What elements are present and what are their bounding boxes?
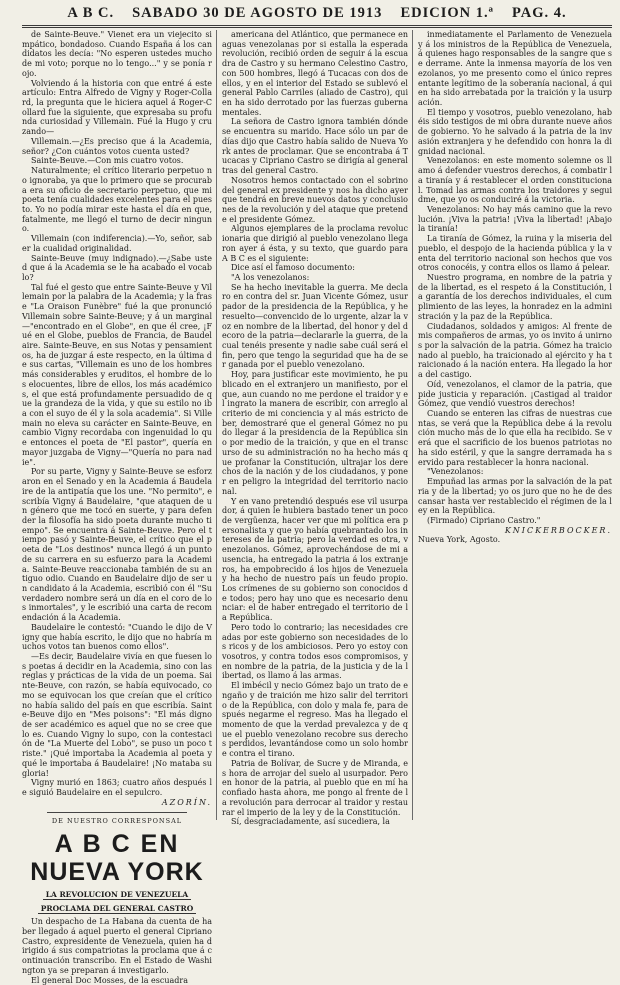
paragraph: La tiranía de Gómez, la ruina y la miseria del pueblo, el despojo de la hacienda pública y la venta del territorio nacional son hechos que vosotros conocéis, y contra ellos os llamo á pelear. (418, 234, 612, 273)
paragraph: Algunos ejemplares de la proclama revolucionaria que dirigió al pueblo venezolano llegaron ayer á ésta, y su texto, que guardo para A B C es el siguiente: (222, 224, 408, 263)
paragraph: Oíd, venezolanos, el clamor de la patria, que pide justicia y reparación. ¡Castigad al traidor Gómez, que vendió vuestros derechos! (418, 379, 612, 409)
edition-label: EDICION 1.ª (400, 4, 494, 21)
headline-line-2: NUEVA YORK (30, 858, 204, 887)
subheadline-1-text: LA REVOLUCION DE VENEZUELA (43, 890, 192, 900)
paragraph: Hoy, para justificar este movimiento, he publicado en el extranjero un manifiesto, por el que, aun cuando no me perdone el traidor y el ingrato la manera de escribir, con arreglo al criterio de mi conciencia y al más estricto deber, demostraré que el general Gómez no pudo llegar á la presidencia de la República sino por medio de la traición, y que en el transcurso de su administración no ha hecho más que profanar la Constitución, ultrajar los derechos de la nación y de los ciudadanos, y poner en peligro la integridad del territorio nacional. (222, 370, 408, 496)
paragraph: Empuñad las armas por la salvación de la patria y de la libertad; yo os juro que no he de descansar hasta ver restablecido el régimen de la ley en la República. (418, 477, 612, 516)
paragraph: La señora de Castro ignora también dónde se encuentra su marido. Hace sólo un par de días dijo que Castro había salido de Nueva York antes de proclamar. Que se encontraba á Tucacas y Cipriano Castro se dirigía al general tras del general Castro. (222, 117, 408, 176)
paragraph: "Venezolanos: (427, 467, 484, 477)
paragraph: El imbécil y necio Gómez bajo un trato de engaño y de traición me hizo salir del territorio de la República, con dolo y mala fe, para después negarme el regreso. Mas ha llegado el momento de que la verdad prevalezca y de que el pueblo venezolano recobre sus derechos perdidos, levantándose como un solo hombre contra el tirano. (222, 681, 408, 759)
paragraph: Sainte-Beuve.—Con mis cuatro votos. (31, 156, 184, 166)
paragraph: Por su parte, Vigny y Sainte-Beuve se esforzaron en el Senado y en la Academia á Baudelaire de la antipatía que los une. "No permito", escribía Vigny á Baudelaire, "que ataquen de un género que me tocó en suerte, y para defender la filosofía ha sido poeta durante mucho tiempo". Se encuentra á Sainte-Beuve. Pero el tiempo pasó y Sainte-Beuve, el crítico que el poeta de "Los destinos" nunca llegó á un punto de su carrera en su esfuerzo para la Academia. Sainte-Beuve reaccionaba también de su antiguo odio. Cuando en Baudelaire dijo de ser un candidato á la Academia, escribió con él "Su verdadero nombre será un día en el coro de los inmortales", y le escribió una carta de recomendación á la Academia. (22, 467, 212, 623)
paragraph: Patria de Bolívar, de Sucre y de Miranda, es hora de arrojar del suelo al usurpador. Pero en honor de la patria, al pueblo que en mí ha confiado hasta ahora, me pongo al frente de la revolución para derrocar al traidor y restaurar el imperio de la ley y de la Constitución. (222, 758, 408, 817)
section-divider (47, 812, 187, 813)
paragraph: Villemain.—¿Es preciso que á la Academia, señor? ¿Con cuántos votos cuenta usted? (22, 136, 212, 156)
paragraph: Cuando se enteren las cifras de nuestras cuentas, se verá que la República debe á la revolución mucho más de lo que ella ha recibido. Se verá que el sacrificio de los buenos patriotas no ha sido estéril, y que la sangre derramada ha servido para restablecer la honra nacional. (418, 409, 612, 467)
paragraph: Y en vano pretendió después ese vil usurpador, á quien le hubiera bastado tener un poco de vergüenza, hacer ver que mi política era personalista y que yo había quebrantado los intereses de la patria; pero la verdad es otra, venezolanos. Gómez, aprovechándose de mi ausencia, ha entregado la patria á los extranjeros, ha empobrecido á los hijos de Venezuela y ha hecho de nuestro país un feudo propio. Los crímenes de su gobierno son conocidos de todos; pero hay uno que es necesario denunciar: el de haber entregado el territorio de la República. (222, 496, 408, 623)
section-label: DE NUESTRO CORRESPONSAL (51, 816, 183, 825)
paragraph: Nosotros hemos contactado con el sobrino del general ex presidente y nos ha dicho ayer que tendrá en breve nuevos datos y conclusiones de la revolución y del ataque que pretende el presidente Gómez. (222, 175, 408, 224)
paragraph: Sainte-Beuve (muy indignado).—¿Sabe usted que á la Academia se le ha acabado el vocablo? (22, 253, 212, 282)
paragraph: Sí, desgraciadamente, así sucediera, la (231, 817, 390, 827)
paragraph: Vigny murió en 1863; cuatro años después le siguió Baudelaire en el sepulcro. (22, 778, 212, 798)
paragraph: Volviendo á la historia con que entré á este artículo: Entra Alfredo de Vigny y Roger-Collard, la pregunta que le hiciera aquel á Roger-Collard fue la siguiente, que expresaba su profunda curiosidad y Villemain. Fué la Hugo y cruzando— (22, 78, 212, 137)
paragraph: Dice así el famoso documento: (231, 263, 355, 273)
paragraph: —Es decir, Baudelaire vivía en que fuesen los poetas á decidir en la Academia, sino con las reglas y prácticas de la vida de un poema. Sainte-Beuve, con razón, se había equivocado, como se equivocan los que creían que el crítico no había salido del país en que escribía. Sainte-Beuve dijo en "Mes poisons": "El más digno de ser académico es aquel que no se cree que lo es. Cuando Vigny lo supo, con la contestación de "La Muerte del Lobo", se puso un poco triste." ¡Qué importaba la Academia al poeta y qué le importaba á Baudelaire! ¡No mataba su gloria! (22, 652, 212, 778)
newspaper-name: A B C. (67, 4, 115, 21)
page-number: PAG. 4. (511, 4, 567, 21)
paragraph: Villemain (con indiferencia).—Yo, señor, saber la cualidad originalidad. (22, 234, 212, 253)
column-1 (22, 30, 212, 985)
header-rule-bottom (22, 27, 612, 28)
subheadline-2-text: PROCLAMA DEL GENERAL CASTRO (38, 904, 197, 914)
paragraph: de Sainte-Beuve." Vienet era un viejecito simpático, bondadoso. Cuando España á los candidatos les decía: "No esperen ustedes mucho de mi voto; porque no lo tengo..." y se ponía rojo. (22, 30, 212, 78)
paragraph: Nuestro programa, en nombre de la patria y de la libertad, es el respeto á la Constitución, la garantía de los derechos individuales, el cumplimiento de las leyes, la honradez en la administración y la paz de la República. (418, 272, 612, 321)
azorin-article-body (22, 30, 212, 798)
paragraph: inmediatamente el Parlamento de Venezuela y á los ministros de la República de Venezuela, á quienes hago responsables de la sangre que se derrame. Ante la inmensa mayoría de los venezolanos, yo me presento como el único representante legítimo de la soberanía nacional, á quien ha sido arrebatada por la traición y la usurpación. (418, 30, 612, 108)
subheadline-2 (22, 904, 212, 914)
subheadline-1 (22, 890, 212, 900)
paragraph: Venezolanos: No hay más camino que la revolución. ¡Viva la patria! ¡Viva la libertad! ¡Abajo la tiranía! (418, 204, 612, 234)
paragraph: Tal fué el gesto que entre Sainte-Beuve y Villemain por la palabra de la Academia; y la frase "La Oraison Funèbre" fué la que pronunció Villemain sobre Sainte-Beuve; y á un marginal—"encontrado en el Globe", en que él cree, ¡Fué en el Globe, pueblos de Francia, de Baudelaire. Sainte-Beuve, en sus Notas y pensamientos, ha de juzgar á este respecto, en la última de sus cartas, "Villemain es uno de los hombres más considerables y eruditos, el hombre de los elocuentes, libre de ellos, los más académicos, el que está profundamente persuadido de que la grandeza de la vida, y que su estilo no iba con el suyo de él y la sola academia". Si Villemain no eleva su carácter en Sainte-Beuve, en cambio Vigny recordaba con ingenuidad lo que entonces el poeta de "El pastor", quería en mayor juzgaba de Vigny—"Quería no para nadie". (22, 282, 212, 467)
issue-date: SABADO 30 DE AGOSTO DE 1913 (132, 4, 383, 21)
column-2 (222, 30, 408, 827)
paragraph: (Firmado) Cipriano Castro." (427, 515, 541, 525)
column-3 (418, 30, 612, 820)
page-columns (22, 30, 612, 985)
paragraph: Naturalmente; el crítico literario perpetuo no ignoraba, ya que lo primero que se procuraba era su oficio de secretario perpetuo, que mi poeta tenía cualidades excelentes para el puesto. Yo no podía mirar este hasta el día en que, fatalmente, me llegó el turno de decir ninguno. (22, 166, 212, 234)
paragraph: americana del Atlántico, que permanece en aguas venezolanas por si estalla la esperada revolución, recibió orden de seguir á la escuadra de Castro y su hermano Celestino Castro, con 500 hombres, llegó á Tucacas con dos de ellos, y en el interior del Estado se sublevó el general Pablo Carriles (aliado de Castro), quien ha sido derrotado por las fuerzas gubernamentales. (222, 30, 408, 117)
headline-line-1: A B C EN (54, 830, 180, 859)
paragraph: Venezolanos: en este momento solemne os llamo á defender vuestros derechos, á combatir la tiranía y á restablecer el orden constitucional. Tomad las armas contra los traidores y seguidme, que yo os conduciré á la victoria. (418, 156, 612, 205)
correspondent-signature: KNICKERBOCKER. (504, 525, 612, 535)
paragraph: El tiempo y vosotros, pueblo venezolano, habéis sido testigos de mi obra durante nueve años de gobierno. Yo he salvado á la patria de la invasión extranjera y he defendido con honra la dignidad nacional. (418, 107, 612, 156)
page-header (22, 2, 612, 24)
header-rule-top (22, 25, 612, 26)
paragraph: Baudelaire le contestó: "Cuando le dijo de Vigny que había escrito, le dijo que no habría muchos votos tan buenos como ellos". (22, 622, 212, 652)
article-signature: AZORÍN. (161, 797, 212, 807)
paragraph: El general Doc Mosses, de la escuadra (31, 975, 189, 985)
paragraph: "A los venezolanos: (231, 272, 310, 282)
paragraph: Se ha hecho inevitable la guerra. Me declaro en contra del sr. Juan Vicente Gómez, usurpador de la presidencia de la República, y he resuelto—convencido de lo urgente, alzar la voz en nombre de la libertad, del honor y del decoro de la patria—declararle la guerra, de la cual tenéis presente y nadie sabe cuál será el fin, pero que tengo la seguridad que ha de ser ganada por el pueblo venezolano. (222, 282, 408, 370)
paragraph: Un despacho de La Habana da cuenta de haber llegado á aquel puerto el general Cipriano Castro, expresidente de Venezuela, quien ha dirigido á sus compatriotas la proclama que á continuación transcribo. En el Estado de Washington ya se preparan á investigarlo. (22, 917, 212, 975)
paragraph: Pero todo lo contrario; las necesidades creadas por este gobierno son necesidades de los ricos y de los ambiciosos. Pero yo estoy con vosotros, y contra todos esos compromisos, y en nombre de la patria, de la justicia y de la libertad, os llamo á las armas. (222, 622, 408, 681)
paragraph: Ciudadanos, soldados y amigos: Al frente de mis compañeros de armas, yo os invito á unirnos por la salvación de la patria. Gómez ha traicionado al pueblo, ha traicionado al ejército y ha traicionado á la nación entera. Ha llegado la hora del castigo. (418, 321, 612, 380)
dateline: Nueva York, Agosto. (418, 535, 501, 545)
